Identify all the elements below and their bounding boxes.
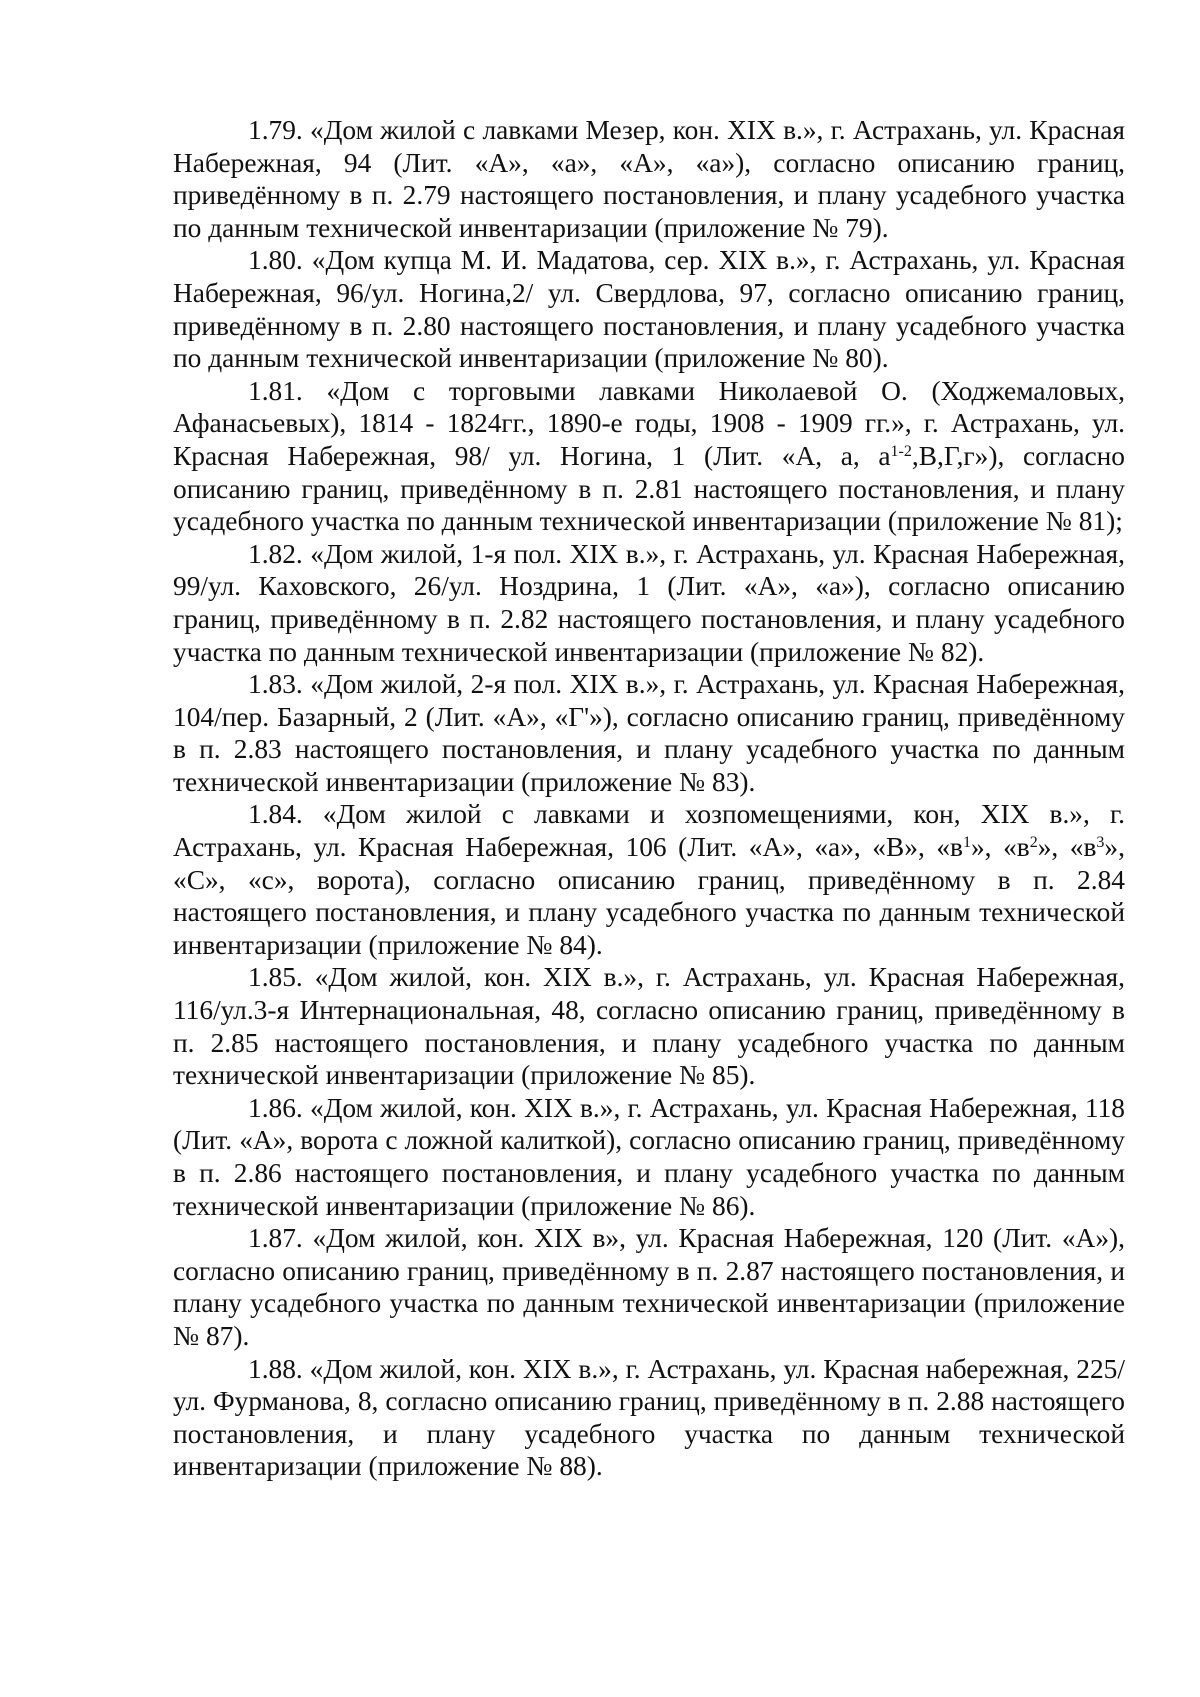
paragraph-1-86 [173,1092,1125,1222]
paragraph-text: 1.79. «Дом жилой с лавками Мезер, кон. XIX в.», г. Астрахань, ул. Красная Набережная, 94 (Лит. «А», «а», «А», «а»), согласно описанию границ, приведённому в п. 2.79 настоящего постановления, и плану усадебного участка по данным технической инвентаризации (приложение № 79). [173,115,1125,243]
document-page [173,114,1125,1483]
paragraph-1-85 [173,961,1125,1091]
paragraph-1-80 [173,244,1125,374]
paragraph-text: 1.86. «Дом жилой, кон. XIX в.», г. Астрахань, ул. Красная Набережная, 118 (Лит. «А», ворота с ложной калиткой), согласно описанию границ, приведённому в п. 2.86 настоящего постановления, и плану усадебного участка по данным технической инвентаризации (приложение № 86). [173,1092,1125,1221]
paragraph-text: 1.80. «Дом купца М. И. Мадатова, сер. XIX в.», г. Астрахань, ул. Красная Набережная, 96/ул. Ногина,2/ ул. Свердлова, 97, согласно описанию границ, приведённому в п. 2.80 настоящего постановления, и плану усадебного участка по данным технической инвентаризации (приложение № 80). [173,245,1125,374]
paragraph-1-88 [173,1353,1125,1483]
paragraph-1-84 [173,798,1125,961]
paragraph-1-87 [173,1222,1125,1352]
paragraph-text: », «в [970,832,1030,863]
paragraph-text: 1.83. «Дом жилой, 2-я пол. XIX в.», г. Астрахань, ул. Красная Набережная, 104/пер. Базарный, 2 (Лит. «А», «Г'»), согласно описанию границ, приведённому в п. 2.83 настоящего постановления, и плану усадебного участка по данным технической инвентаризации (приложение № 83). [173,669,1125,797]
paragraph-text: 1.88. «Дом жилой, кон. XIX в.», г. Астрахань, ул. Красная набережная, 225/ул. Фурманова, 8, согласно описанию границ, приведённому в п. 2.88 настоящего постановления, и плану усадебного участка по данным технической инвентаризации (приложение № 88). [173,1353,1125,1482]
paragraph-1-79 [173,114,1125,244]
superscript: 2 [1029,834,1038,852]
paragraph-1-82 [173,538,1125,668]
superscript: 3 [1096,834,1105,852]
paragraph-text: 1.84. «Дом жилой с лавками и хозпомещениями, кон, XIX в.», г. Астрахань, ул. Красная Набережная, 106 (Лит. «А», «а», «В», «в [173,799,1125,863]
paragraph-text: », «С», «с», ворота), согласно описанию границ, приведённому в п. 2.84 настоящего постановления, и плану усадебного участка по данным технической инвентаризации (приложение № 84). [173,832,1125,960]
paragraph-text: 1.81. «Дом с торговыми лавками Николаевой О. (Ходжемаловых, Афанасьевых), 1814 - 1824гг., 1890-е годы, 1908 - 1909 гг.», г. Астрахань, ул. Красная Набережная, 98/ ул. Ногина, 1 (Лит. «А, а, а [173,375,1125,471]
paragraph-text: 1.85. «Дом жилой, кон. XIX в.», г. Астрахань, ул. Красная Набережная, 116/ул.3-я Интернациональная, 48, согласно описанию границ, приведённому в п. 2.85 настоящего постановления, и плану усадебного участка по данным технической инвентаризации (приложение № 85). [173,962,1125,1091]
paragraph-1-83 [173,668,1125,798]
paragraph-text: ,В,Г,г»), согласно описанию границ, приведённому в п. 2.81 настоящего постановления, и плану усадебного участка по данным технической инвентаризации (приложение № 81); [173,440,1125,537]
superscript: 1-2 [890,442,912,460]
paragraph-1-81 [173,375,1125,538]
paragraph-text: 1.82. «Дом жилой, 1-я пол. XIX в.», г. Астрахань, ул. Красная Набережная, 99/ул. Каховского, 26/ул. Ноздрина, 1 (Лит. «А», «а»), согласно описанию границ, приведённому в п. 2.82 настоящего постановления, и плану усадебного участка по данным технической инвентаризации (приложение № 82). [173,538,1125,667]
paragraph-text: », «в [1037,832,1097,863]
superscript: 1 [962,834,971,852]
paragraph-text: 1.87. «Дом жилой, кон. XIX в», ул. Красная Набережная, 120 (Лит. «А»), согласно описанию границ, приведённому в п. 2.87 настоящего постановления, и плану усадебного участка по данным технической инвентаризации (приложение № 87). [173,1223,1125,1351]
